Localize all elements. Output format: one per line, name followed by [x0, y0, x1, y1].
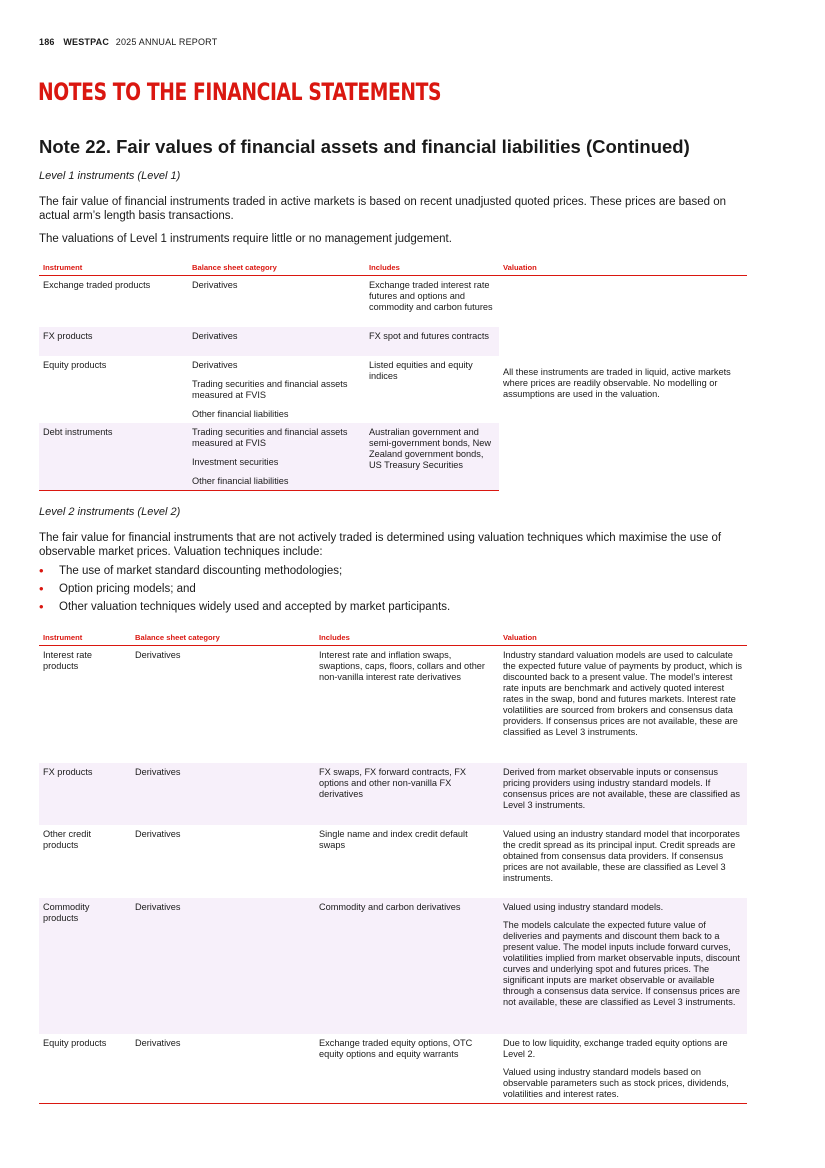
instrument-cell: Other credit products	[43, 828, 91, 850]
level2-paragraph-1: The fair value for financial instruments that are not actively traded is determined using valuation techniques which maximise the use of observable market prices. Valuation techniques include:	[39, 532, 722, 558]
column-header-includes: Includes	[365, 259, 499, 276]
section-title: NOTES TO THE FINANCIAL STATEMENTS	[38, 78, 442, 106]
category-item: Other financial liabilities	[192, 475, 289, 486]
valuation-cell: All these instruments are traded in liquid, active markets where prices are readily observable. No modelling or assumptions are used in the valuation.	[499, 276, 747, 491]
instrument-cell: Commodity products	[39, 898, 131, 1034]
includes-cell: Exchange traded interest rate futures and options and commodity and carbon futures	[369, 280, 493, 312]
column-header-instrument: Instrument	[39, 259, 188, 276]
level1-subheading: Level 1 instruments (Level 1)	[39, 170, 181, 182]
instrument-cell: Interest rate products	[43, 650, 93, 671]
list-item: • Option pricing models; and	[39, 582, 739, 600]
column-header-valuation: Valuation	[499, 259, 747, 276]
includes-cell: FX spot and futures contracts	[365, 327, 499, 356]
page-header	[39, 37, 217, 47]
category-cell	[188, 423, 365, 491]
valuation-paragraph: Valued using industry standard models.	[503, 901, 664, 912]
table-row	[39, 898, 747, 1034]
table-row	[39, 276, 747, 327]
column-header-category: Balance sheet category	[131, 629, 315, 646]
category-cell: Derivatives	[192, 280, 238, 290]
table-row	[39, 825, 747, 898]
category-cell: Derivatives	[131, 898, 315, 1034]
list-item: • The use of market standard discounting methodologies;	[39, 564, 739, 582]
valuation-techniques-list	[39, 564, 739, 618]
level1-paragraph-2: The valuations of Level 1 instruments require little or no management judgement.	[39, 233, 452, 245]
includes-cell: Australian government and semi-government bonds, New Zealand government bonds, US Treasury Securities	[365, 423, 499, 491]
column-header-valuation: Valuation	[499, 629, 747, 646]
category-cell: Derivatives	[131, 1034, 315, 1104]
category-cell	[188, 356, 365, 423]
level2-subheading: Level 2 instruments (Level 2)	[39, 506, 181, 518]
valuation-cell: Derived from market observable inputs or consensus pricing providers using industry standard models. If consensus prices are not available, these are classified as Level 3 instruments.	[499, 763, 747, 825]
includes-cell: Commodity and carbon derivatives	[315, 898, 499, 1034]
includes-cell: FX swaps, FX forward contracts, FX options and other non-vanilla FX derivatives	[315, 763, 499, 825]
table-header-row	[39, 629, 747, 646]
table-header-row	[39, 259, 747, 276]
instrument-cell: Equity products	[43, 359, 107, 370]
instrument-cell: FX products	[39, 763, 131, 825]
column-header-includes: Includes	[315, 629, 499, 646]
instrument-cell: Debt instruments	[39, 423, 188, 491]
list-item: • Other valuation techniques widely used and accepted by market participants.	[39, 600, 739, 618]
table-row	[39, 763, 747, 825]
category-cell: Derivatives	[188, 327, 365, 356]
brand-name: WESTPAC	[63, 37, 110, 47]
category-item: Trading securities and financial assets measured at FVIS	[192, 378, 348, 400]
table-row	[39, 1034, 747, 1104]
column-header-category: Balance sheet category	[188, 259, 365, 276]
category-item: Trading securities and financial assets measured at FVIS	[192, 426, 348, 448]
includes-cell: Interest rate and inflation swaps, swaptions, caps, floors, collars and other non-vanilla interest rate derivatives	[319, 650, 485, 682]
includes-cell: Exchange traded equity options, OTC equity options and equity warrants	[315, 1034, 499, 1104]
valuation-cell	[499, 898, 747, 1034]
page-number: 186	[39, 37, 55, 47]
level1-table	[39, 259, 747, 491]
category-item: Other financial liabilities	[192, 408, 289, 419]
valuation-cell: Valued using an industry standard model that incorporates the credit spread as its principal input. Credit spreads are obtained from consensus data providers. If consensus prices are not available, these are classified as Level 3 instruments.	[503, 828, 740, 883]
includes-cell: Listed equities and equity indices	[369, 359, 473, 381]
category-cell: Derivatives	[135, 828, 181, 839]
valuation-paragraph: Due to low liquidity, exchange traded equity options are Level 2.	[503, 1037, 728, 1059]
column-header-instrument: Instrument	[39, 629, 131, 646]
category-cell: Derivatives	[131, 763, 315, 825]
note-title: Note 22. Fair values of financial assets and financial liabilities (Continued)	[39, 136, 690, 157]
category-cell: Derivatives	[135, 650, 181, 660]
instrument-cell: FX products	[39, 327, 188, 356]
category-item: Investment securities	[192, 456, 279, 467]
instrument-cell: Equity products	[39, 1034, 131, 1104]
category-item: Derivatives	[192, 359, 238, 370]
instrument-cell: Exchange traded products	[43, 280, 151, 290]
includes-cell: Single name and index credit default swaps	[319, 828, 468, 850]
valuation-cell: Industry standard valuation models are used to calculate the expected future value of payments by product, which is discounted back to a present value. The model’s interest rate inputs are benchmark and actively quoted interest rates in the swap, bond and futures markets. Interest rate volatilities are sourced from brokers and consensus data providers. If consensus prices are not available, these are classified as Level 3 instruments.	[503, 650, 743, 737]
level1-paragraph-1: The fair value of financial instruments traded in active markets is based on recent unadjusted quoted prices. These prices are based on actual arm’s length basis transactions.	[39, 196, 726, 222]
table-row	[39, 646, 747, 763]
valuation-paragraph: Valued using industry standard models based on observable parameters such as stock prices, dividends, volatilities and interest rates.	[503, 1066, 729, 1099]
valuation-cell	[499, 1034, 747, 1104]
report-name: 2025 ANNUAL REPORT	[115, 37, 218, 47]
level2-table	[39, 629, 747, 1104]
valuation-paragraph: The models calculate the expected future value of deliveries and payments and discount them back to a present value. The model inputs include forward curves, volatilities implied from market observable inputs, discount curves and underlying spot and futures prices. The significant inputs are market observable or available through a consensus data service. If consensus prices are not available, these are classified as Level 3 instruments.	[503, 919, 740, 1007]
